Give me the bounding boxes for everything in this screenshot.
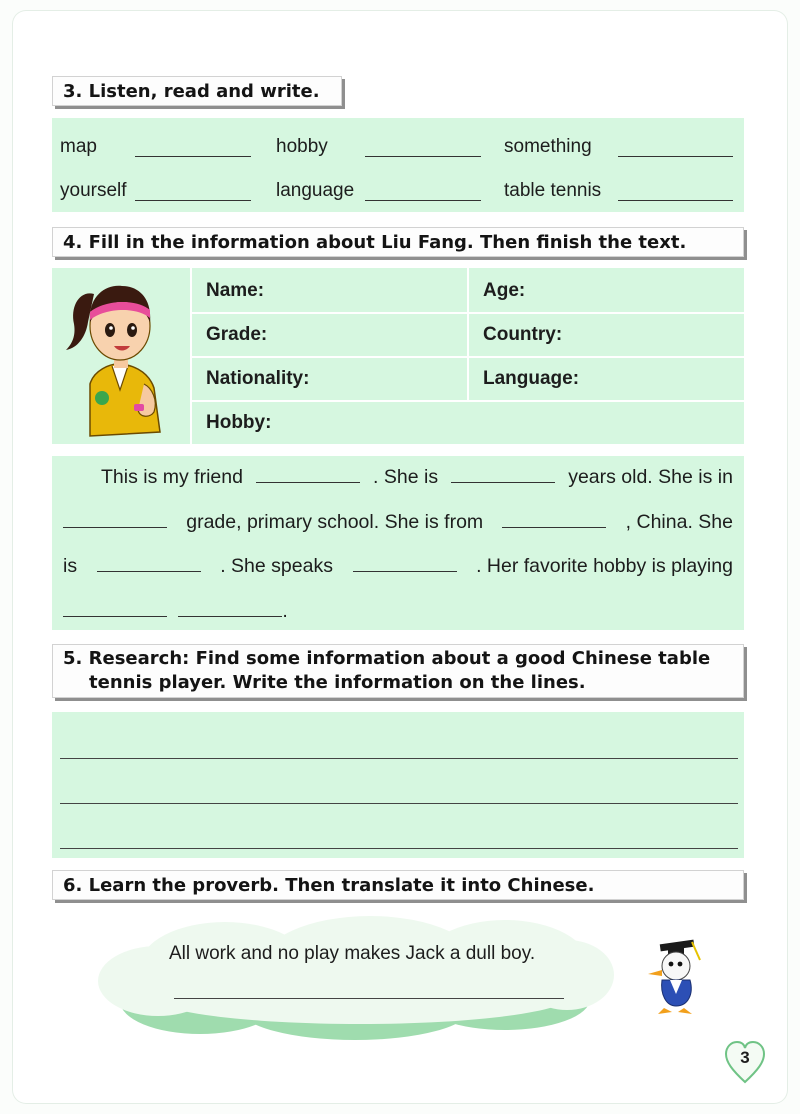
vocab-blank[interactable]: [618, 142, 733, 157]
blank-hobby-1[interactable]: [63, 602, 167, 617]
country-field[interactable]: [469, 314, 744, 356]
country-label: Country:: [483, 324, 563, 345]
text-segment: .: [282, 600, 288, 622]
age-field[interactable]: [469, 270, 744, 312]
text-segment: is: [63, 555, 78, 577]
grade-field[interactable]: [192, 314, 467, 356]
paragraph-line-1: [63, 466, 733, 489]
section-3-title: 3. Listen, read and write.: [63, 80, 320, 102]
text-segment: . She speaks: [220, 555, 333, 577]
vocab-blank[interactable]: [135, 186, 251, 201]
vocab-word: hobby: [276, 136, 328, 157]
section-4-title: 4. Fill in the information about Liu Fang. Then finish the text.: [63, 231, 687, 253]
section-5-header: [52, 644, 744, 698]
blank-friend-name[interactable]: [256, 468, 360, 483]
liu-fang-illustration: [60, 272, 172, 440]
vocab-item-language: [276, 180, 354, 202]
research-line-1[interactable]: [60, 758, 738, 759]
vocab-word: something: [504, 136, 592, 157]
text-segment: . She is: [373, 466, 439, 488]
research-line-2[interactable]: [60, 803, 738, 804]
vocab-word: map: [60, 136, 97, 157]
hobby-field[interactable]: [192, 402, 744, 444]
vocab-item-hobby: [276, 136, 328, 158]
research-panel: [52, 712, 744, 858]
vocab-word: yourself: [60, 180, 127, 201]
hobby-label: Hobby:: [206, 412, 272, 433]
nationality-field[interactable]: [192, 358, 467, 400]
nationality-label: Nationality:: [206, 368, 310, 389]
blank-hobby-2[interactable]: [178, 602, 282, 617]
text-segment: years old. She is in: [568, 466, 733, 488]
page-number: 3: [740, 1048, 750, 1067]
language-label: Language:: [483, 368, 580, 389]
duck-mascot-illustration: [640, 936, 710, 1016]
paragraph-line-3: [63, 555, 733, 578]
blank-nationality[interactable]: [97, 557, 201, 572]
paragraph-line-4: [63, 600, 733, 623]
blank-city[interactable]: [502, 513, 606, 528]
vocab-item-map: [60, 136, 97, 158]
text-segment: This is my friend: [101, 466, 243, 488]
text-segment: , China. She: [625, 511, 733, 533]
research-line-3[interactable]: [60, 848, 738, 849]
vocab-item-yourself: [60, 180, 127, 202]
blank-language[interactable]: [353, 557, 457, 572]
section-6-title: 6. Learn the proverb. Then translate it into Chinese.: [63, 874, 595, 896]
section-6-header: [52, 870, 744, 900]
proverb-text: All work and no play makes Jack a dull boy.: [169, 943, 536, 964]
section-3-header: [52, 76, 342, 106]
blank-grade[interactable]: [63, 513, 167, 528]
page-number-badge: [724, 1040, 766, 1084]
section-4-header: [52, 227, 744, 257]
grade-label: Grade:: [206, 324, 268, 345]
name-field[interactable]: [192, 270, 467, 312]
age-label: Age:: [483, 280, 526, 301]
name-label: Name:: [206, 280, 265, 301]
vocab-item-something: [504, 136, 592, 158]
section-5-title-line-1: 5. Research: Find some information about a good Chinese table: [63, 648, 711, 669]
vocab-blank[interactable]: [135, 142, 251, 157]
paragraph-line-2: [63, 511, 733, 534]
language-field[interactable]: [469, 358, 744, 400]
translation-line[interactable]: [174, 998, 564, 999]
vocab-item-table-tennis: [504, 180, 601, 202]
text-segment: grade, primary school. She is from: [186, 511, 484, 533]
vocab-word: table tennis: [504, 180, 602, 201]
blank-age[interactable]: [451, 468, 555, 483]
vocab-blank[interactable]: [365, 186, 481, 201]
vocab-blank[interactable]: [365, 142, 481, 157]
text-segment: . Her favorite hobby is playing: [476, 555, 733, 577]
vocab-word: language: [276, 180, 355, 201]
vocab-blank[interactable]: [618, 186, 733, 201]
section-5-title-line-2: tennis player. Write the information on the lines.: [89, 672, 586, 693]
